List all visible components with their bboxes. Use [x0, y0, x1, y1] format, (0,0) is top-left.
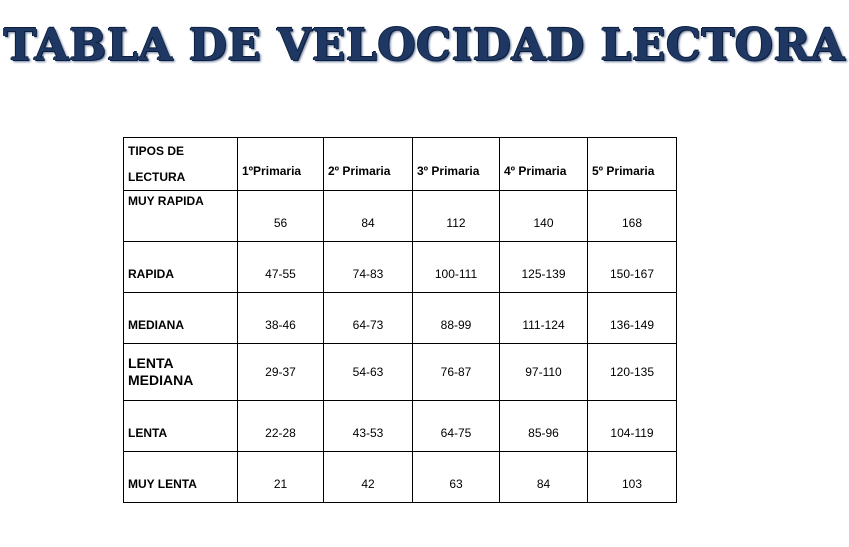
table-cell: 74-83	[324, 242, 413, 293]
table-cell: 85-96	[500, 401, 588, 452]
header-grade-4: 4º Primaria	[500, 138, 588, 191]
table-cell: 21	[238, 452, 324, 503]
table-cell: 120-135	[588, 344, 677, 401]
table-header-row	[124, 138, 677, 191]
row-label-line1: LENTA	[128, 355, 174, 371]
header-grade-2: 2º Primaria	[324, 138, 413, 191]
table-cell: 125-139	[500, 242, 588, 293]
table-cell: 111-124	[500, 293, 588, 344]
header-type-label	[124, 138, 238, 191]
table-cell: 42	[324, 452, 413, 503]
table-cell: 54-63	[324, 344, 413, 401]
header-type-line2: LECTURA	[128, 170, 186, 184]
table-cell: 43-53	[324, 401, 413, 452]
table-row	[124, 452, 677, 503]
table-cell: 103	[588, 452, 677, 503]
table-cell: 64-75	[413, 401, 500, 452]
reading-speed-table	[123, 137, 677, 503]
row-label-line2: MEDIANA	[128, 372, 194, 388]
table-row	[124, 191, 677, 242]
table-cell: 97-110	[500, 344, 588, 401]
table-cell: 56	[238, 191, 324, 242]
row-label: MUY LENTA	[124, 452, 238, 503]
row-label: RAPIDA	[124, 242, 238, 293]
table-cell: 136-149	[588, 293, 677, 344]
table-cell: 38-46	[238, 293, 324, 344]
header-grade-3: 3º Primaria	[413, 138, 500, 191]
table-cell: 100-111	[413, 242, 500, 293]
table-cell: 84	[500, 452, 588, 503]
table-cell: 76-87	[413, 344, 500, 401]
table-row	[124, 293, 677, 344]
header-grade-5: 5º Primaria	[588, 138, 677, 191]
table-cell: 63	[413, 452, 500, 503]
table-row	[124, 242, 677, 293]
row-label	[124, 344, 238, 401]
table-cell: 140	[500, 191, 588, 242]
table-cell: 64-73	[324, 293, 413, 344]
header-type-line1: TIPOS DE	[128, 144, 185, 158]
row-label: MEDIANA	[124, 293, 238, 344]
table-row	[124, 401, 677, 452]
table-cell: 150-167	[588, 242, 677, 293]
row-label: LENTA	[124, 401, 238, 452]
table-cell: 47-55	[238, 242, 324, 293]
table-cell: 84	[324, 191, 413, 242]
table-cell: 112	[413, 191, 500, 242]
row-label: MUY RAPIDA	[124, 191, 238, 242]
table-cell: 29-37	[238, 344, 324, 401]
table-cell: 104-119	[588, 401, 677, 452]
header-grade-1: 1ºPrimaria	[238, 138, 324, 191]
table-cell: 168	[588, 191, 677, 242]
table-cell: 22-28	[238, 401, 324, 452]
table-row	[124, 344, 677, 401]
table-cell: 88-99	[413, 293, 500, 344]
page-title: TABLA DE VELOCIDAD LECTORA	[3, 20, 846, 71]
